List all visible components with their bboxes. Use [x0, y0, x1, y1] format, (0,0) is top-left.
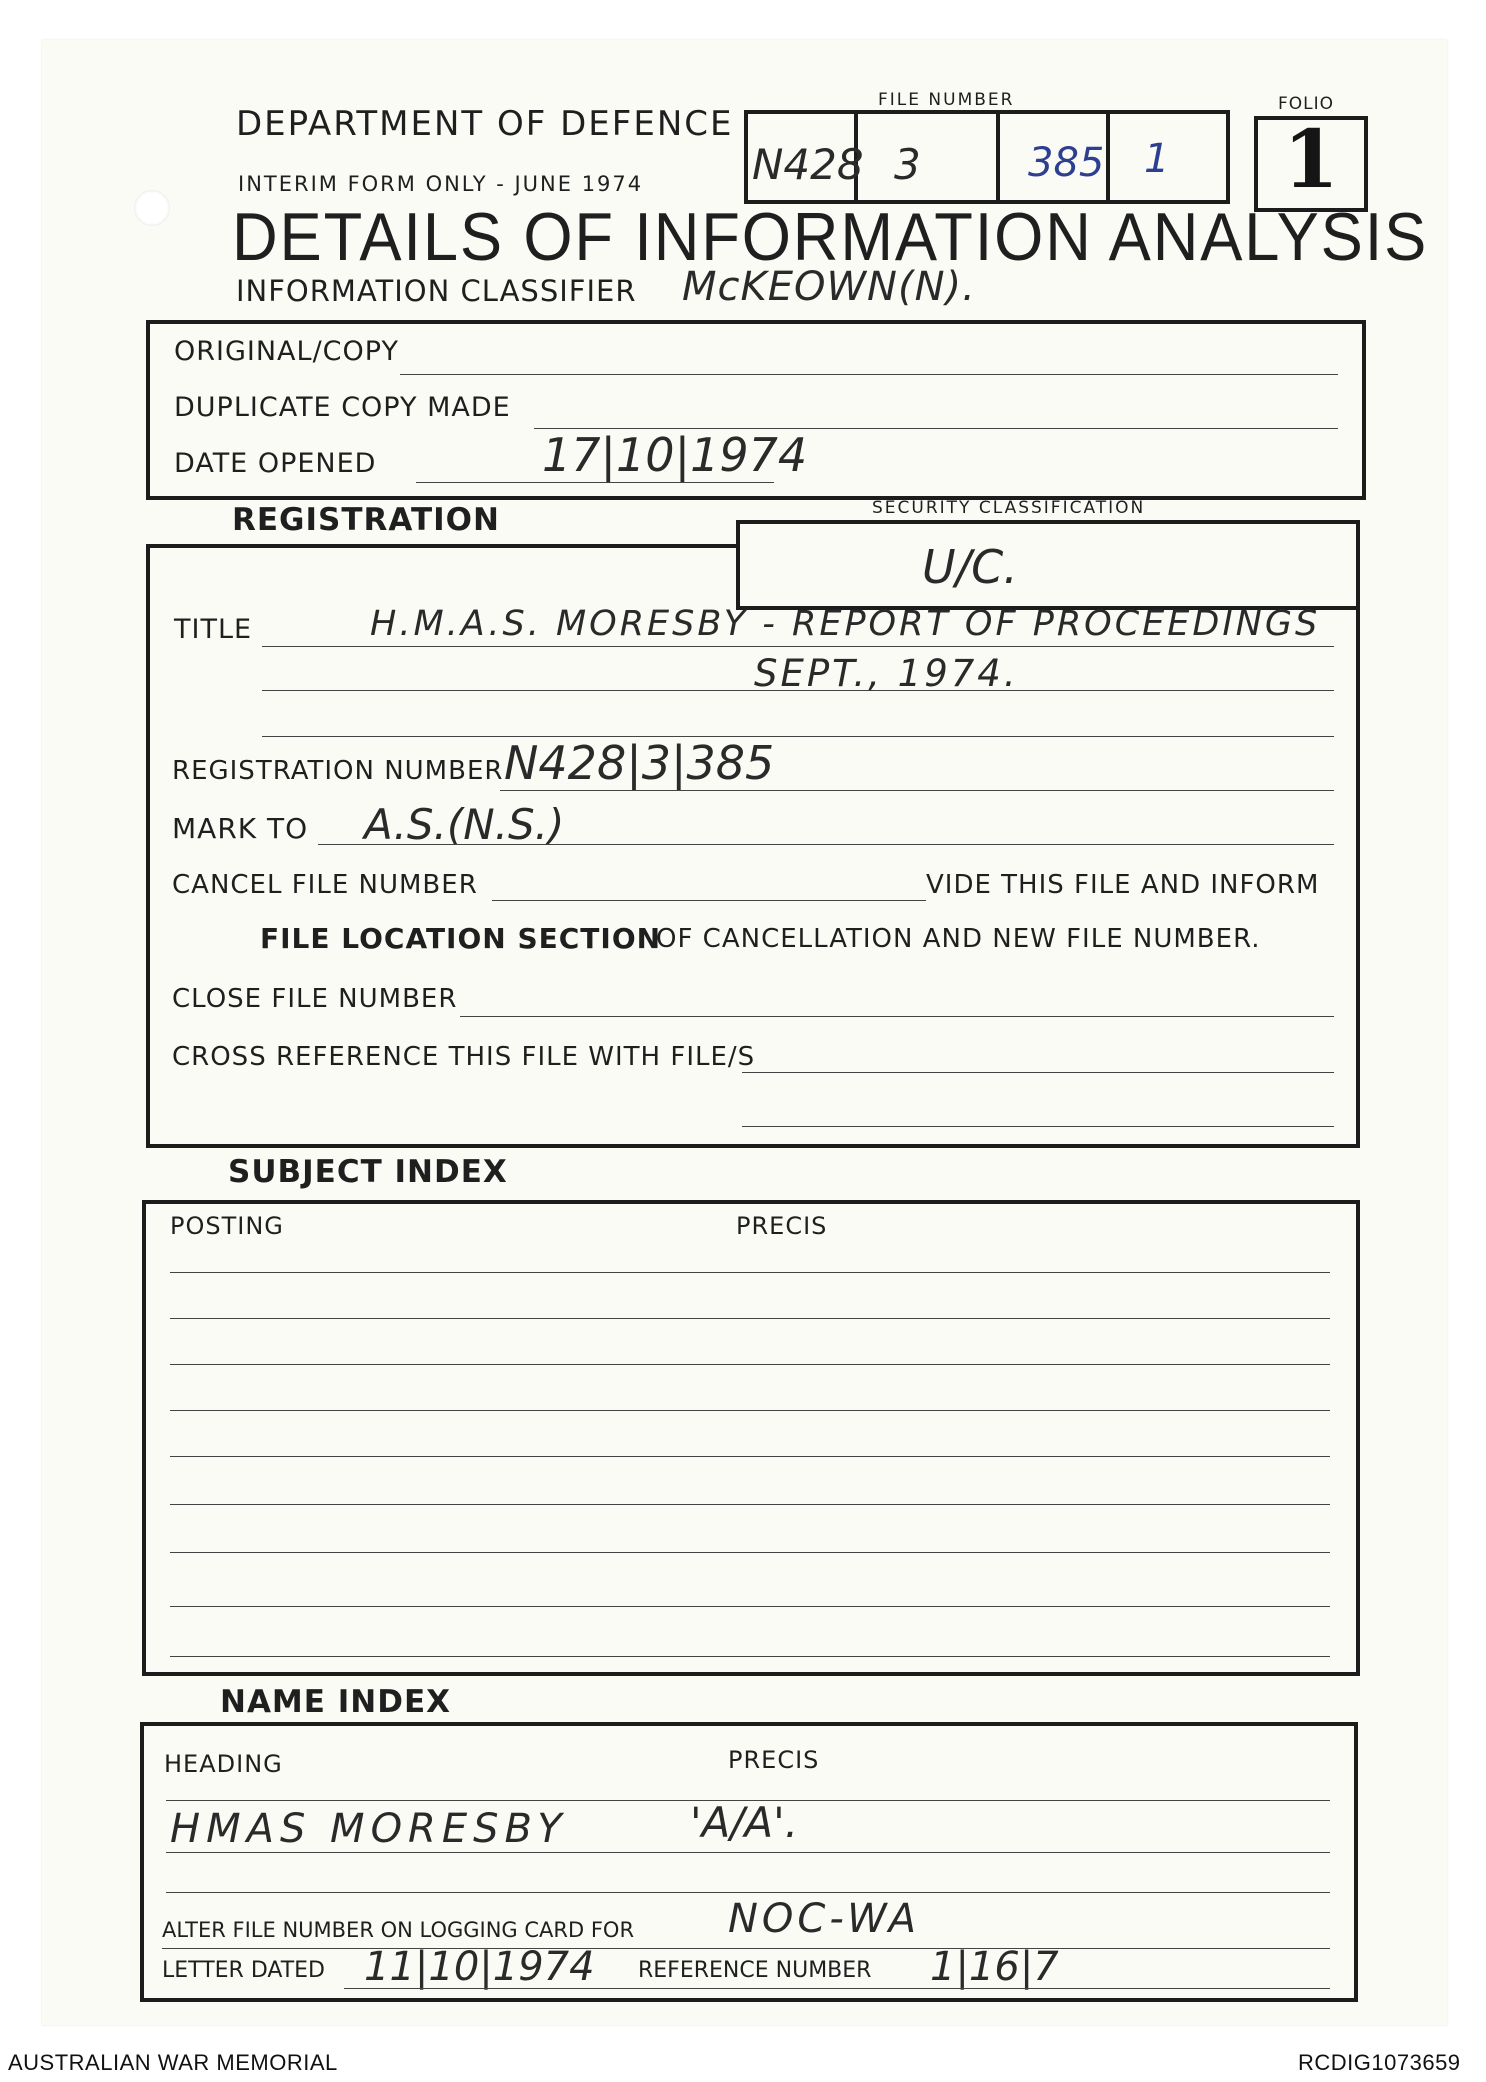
posting-label: POSTING: [170, 1212, 284, 1240]
subject-line-1: [170, 1272, 1330, 1273]
subject-line-3: [170, 1364, 1330, 1365]
cancel-file-label: CANCEL FILE NUMBER: [172, 870, 478, 900]
letter-dated-line: [344, 1988, 1330, 1989]
file-number-label: FILE NUMBER: [878, 90, 1015, 110]
file-number-part-3: 385: [1028, 140, 1105, 186]
original-copy-line: [400, 374, 1338, 375]
file-number-part-2: 3: [894, 140, 921, 189]
file-location-section: FILE LOCATION SECTION: [260, 922, 662, 955]
date-opened-label: DATE OPENED: [174, 448, 377, 479]
alter-file-label: ALTER FILE NUMBER ON LOGGING CARD FOR: [162, 1918, 635, 1942]
name-precis-label: PRECIS: [728, 1746, 820, 1774]
name-entry-heading: HMAS MORESBY: [170, 1806, 568, 1852]
punch-hole: [134, 190, 170, 226]
folio-value: 1: [1283, 112, 1339, 206]
name-index-heading: NAME INDEX: [220, 1684, 452, 1720]
subject-index-heading: SUBJECT INDEX: [228, 1154, 508, 1190]
file-number-part-1: N428: [752, 140, 864, 189]
registration-heading: REGISTRATION: [232, 502, 500, 538]
mark-to-value: A.S.(N.S.): [364, 800, 565, 849]
security-classification-box: [736, 520, 1360, 610]
subject-line-5: [170, 1456, 1330, 1457]
close-file-line: [460, 1016, 1334, 1017]
vide-note: VIDE THIS FILE AND INFORM: [926, 870, 1320, 900]
reference-number-label: REFERENCE NUMBER: [638, 1958, 872, 1983]
security-classification-value: U/C.: [922, 540, 1018, 594]
letter-dated-label: LETTER DATED: [162, 1958, 326, 1983]
title-line-1: [262, 646, 1334, 647]
title-label: TITLE: [174, 614, 253, 645]
cross-reference-line-2: [742, 1126, 1334, 1127]
file-number-cell-2: [854, 110, 1000, 204]
title-value-line-1: H.M.A.S. MORESBY - REPORT OF PROCEEDINGS: [370, 604, 1321, 644]
classifier-label: INFORMATION CLASSIFIER: [236, 274, 637, 308]
subject-line-4: [170, 1410, 1330, 1411]
file-number-part-4: 1: [1144, 136, 1170, 182]
close-file-label: CLOSE FILE NUMBER: [172, 984, 458, 1014]
letter-dated-value: 11|10|1974: [364, 1944, 595, 1990]
original-copy-label: ORIGINAL/COPY: [174, 336, 399, 367]
subject-line-2: [170, 1318, 1330, 1319]
alter-file-line: [162, 1948, 1330, 1949]
registration-number-line: [500, 790, 1334, 791]
subject-line-9: [170, 1656, 1330, 1657]
title-value-line-2: SEPT., 1974.: [754, 652, 1019, 695]
cancellation-note: OF CANCELLATION AND NEW FILE NUMBER.: [656, 924, 1261, 954]
name-entry-precis: 'A/A'.: [690, 1798, 799, 1847]
archive-caption: AUSTRALIAN WAR MEMORIAL: [8, 2050, 338, 2075]
reference-number-value: 1|16|7: [930, 1944, 1059, 1990]
duplicate-copy-label: DUPLICATE COPY MADE: [174, 392, 511, 423]
mark-to-label: MARK TO: [172, 812, 309, 845]
department-heading: DEPARTMENT OF DEFENCE: [236, 104, 734, 144]
name-line-2: [166, 1852, 1330, 1853]
alter-file-value: NOC-WA: [728, 1896, 920, 1942]
cross-reference-line-1: [742, 1072, 1334, 1073]
subject-line-7: [170, 1552, 1330, 1553]
name-line-3: [166, 1892, 1330, 1893]
heading-column-label: HEADING: [164, 1750, 283, 1778]
date-opened-line: [416, 482, 774, 483]
registration-number-label: REGISTRATION NUMBER: [172, 756, 504, 786]
classifier-value: McKEOWN(N).: [682, 264, 976, 310]
interim-note: INTERIM FORM ONLY - JUNE 1974: [238, 172, 644, 196]
cancel-file-line: [492, 900, 926, 901]
folio-label: FOLIO: [1278, 94, 1335, 114]
subject-precis-label: PRECIS: [736, 1212, 828, 1240]
title-line-3: [262, 736, 1334, 737]
registration-number-value: N428|3|385: [504, 736, 775, 790]
subject-line-8: [170, 1606, 1330, 1607]
form-title: DETAILS OF INFORMATION ANALYSIS: [232, 199, 1429, 275]
archive-id: RCDIG1073659: [1298, 2050, 1461, 2075]
subject-line-6: [170, 1504, 1330, 1505]
cross-reference-label: CROSS REFERENCE THIS FILE WITH FILE/S: [172, 1042, 756, 1072]
security-classification-label: SECURITY CLASSIFICATION: [872, 498, 1146, 518]
date-opened-value: 17|10|1974: [542, 428, 808, 482]
